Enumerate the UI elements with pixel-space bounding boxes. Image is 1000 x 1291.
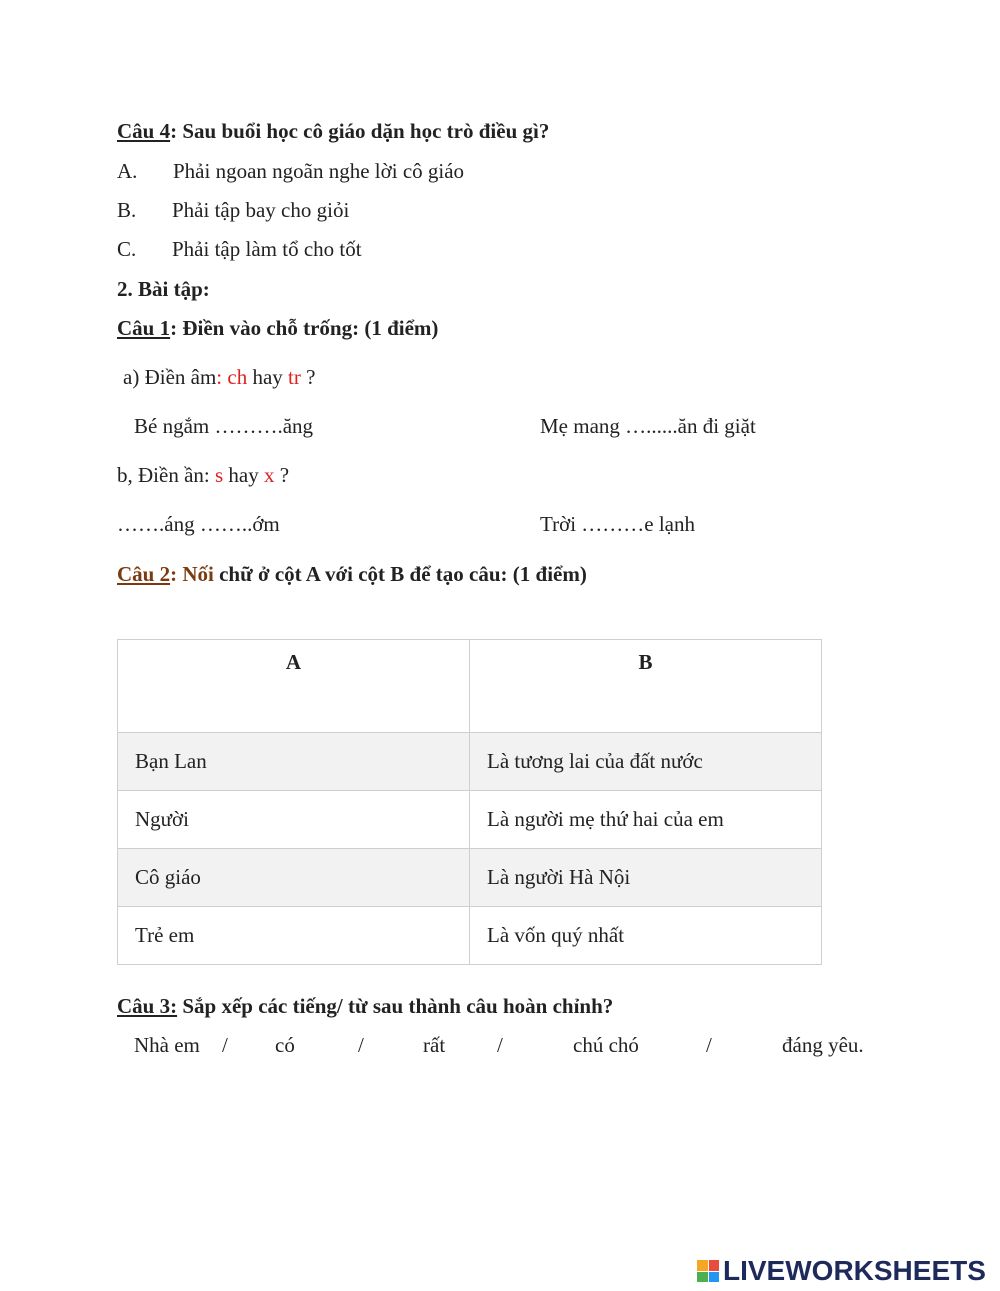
separator: / [706, 1033, 712, 1057]
ex2-noi: Nối [182, 562, 214, 586]
ex1-a-tr: tr [288, 365, 301, 389]
separator: / [497, 1033, 503, 1057]
ex1-b-right-blank[interactable]: Trời ………e lạnh [540, 512, 695, 536]
table-row [118, 849, 822, 907]
ex1-label: Câu 1 [117, 316, 171, 340]
ex2-text: chữ ở cột A với cột B để tạo câu: (1 điểm) [219, 562, 587, 586]
liveworksheets-logo [697, 1256, 986, 1286]
ex1-b-x: x [264, 463, 275, 487]
ex3-text: Sắp xếp các tiếng/ từ sau thành câu hoàn chỉnh? [182, 994, 614, 1018]
matching-table [117, 639, 822, 965]
word-2[interactable]: có [275, 1033, 295, 1057]
ex1-a-ch: ch [227, 365, 248, 389]
word-3[interactable]: rất [423, 1033, 446, 1057]
ex1-a-hay: hay [252, 365, 283, 389]
cell-b[interactable]: Là tương lai của đất nước [470, 733, 822, 791]
ex3-label: Câu 3: [117, 994, 178, 1018]
ex1-text: : Điền vào chỗ trống: (1 điểm) [170, 316, 439, 340]
ex1-a-instruction [123, 365, 315, 390]
q4-option-b[interactable] [117, 198, 350, 223]
separator: / [222, 1033, 228, 1057]
ex1-a-prefix: a) Điền âm [123, 365, 217, 389]
table-header-row [118, 640, 822, 733]
option-letter: A. [117, 159, 138, 183]
column-a-header: A [118, 640, 470, 733]
q4-option-a[interactable] [117, 159, 465, 184]
table-row [118, 907, 822, 965]
table-row [118, 733, 822, 791]
ex1-a-right-blank[interactable]: Mẹ mang …......ăn đi giặt [540, 414, 756, 438]
ex3-heading [117, 994, 613, 1019]
separator: / [358, 1033, 364, 1057]
cell-b[interactable]: Là người Hà Nội [470, 849, 822, 907]
ex2-heading [117, 562, 587, 587]
option-text: Phải tập làm tổ cho tốt [172, 237, 362, 261]
ex1-a-colon: : [216, 365, 223, 389]
ex1-b-prefix: b, Điền ần: [117, 463, 210, 487]
cell-a[interactable]: Trẻ em [118, 907, 470, 965]
ex1-b-s: s [214, 463, 224, 487]
option-letter: B. [117, 198, 137, 222]
word-1[interactable]: Nhà em [134, 1033, 200, 1057]
ex2-label: Câu 2 [117, 562, 171, 586]
ex1-b-instruction [117, 463, 289, 488]
ex1-b-hay: hay [228, 463, 259, 487]
option-text: Phải ngoan ngoãn nghe lời cô giáo [173, 159, 465, 183]
logo-mark-icon [697, 1260, 719, 1282]
word-5[interactable]: đáng yêu. [782, 1033, 864, 1057]
ex1-b-left-blank[interactable]: …….áng ……..ớm [117, 512, 280, 536]
cell-b[interactable]: Là vốn quý nhất [470, 907, 822, 965]
word-4[interactable]: chú chó [573, 1033, 639, 1057]
q4-label: Câu 4 [117, 119, 171, 143]
section-heading: 2. Bài tập: [117, 277, 210, 301]
cell-a[interactable]: Bạn Lan [118, 733, 470, 791]
column-b-header: B [470, 640, 822, 733]
ex1-a-question: ? [306, 365, 316, 389]
option-text: Phải tập bay cho giỏi [172, 198, 350, 222]
ex1-b-question: ? [279, 463, 290, 487]
ex1-a-left-blank[interactable]: Bé ngắm ……….ăng [134, 414, 314, 438]
q4-heading [117, 119, 549, 144]
ex1-heading [117, 316, 438, 341]
ex2-colon: : [170, 562, 178, 586]
cell-a[interactable]: Người [118, 791, 470, 849]
q4-text: : Sau buổi học cô giáo dặn học trò điều gì? [170, 119, 550, 143]
cell-b[interactable]: Là người mẹ thứ hai của em [470, 791, 822, 849]
table-row [118, 791, 822, 849]
logo-text: LIVEWORKSHEETS [723, 1255, 986, 1286]
option-letter: C. [117, 237, 137, 261]
q4-option-c[interactable] [117, 237, 362, 262]
cell-a[interactable]: Cô giáo [118, 849, 470, 907]
